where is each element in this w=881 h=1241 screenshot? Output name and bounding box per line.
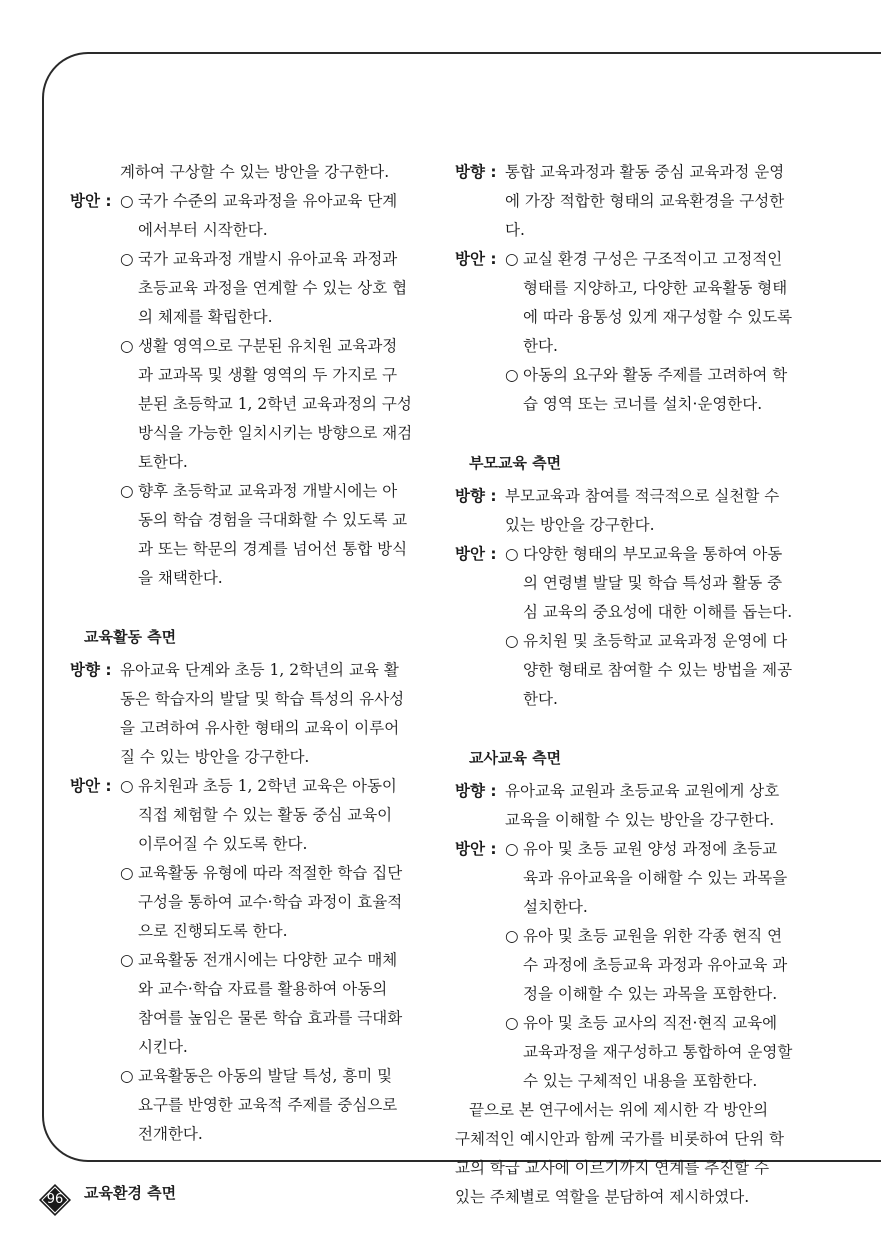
text-line: 구체적인 예시안과 함께 국가를 비롯하여 단위 학 xyxy=(455,1130,785,1148)
page-number-badge xyxy=(38,1183,72,1217)
text-line: 교육을 이해할 수 있는 방안을 강구한다. xyxy=(505,811,775,829)
text-line: 방식을 가능한 일치시키는 방향으로 재검 xyxy=(138,424,413,442)
bullet-icon: ○ xyxy=(120,777,134,795)
section-heading-teacher: 교사교육 측면 xyxy=(469,749,562,767)
text-line: 아동의 요구와 활동 주제를 고려하여 학 xyxy=(523,366,788,384)
plan-item xyxy=(120,946,440,1062)
text-line: 초등교육 과정을 연계할 수 있는 상호 협 xyxy=(138,279,408,297)
text-line: 국가 교육과정 개발시 유아교육 과정과 xyxy=(138,250,398,268)
bullet-icon: ○ xyxy=(505,840,519,858)
text-line: 직접 체험할 수 있는 활동 중심 교육이 xyxy=(138,806,393,824)
plan-block xyxy=(70,187,440,593)
bullet-icon: ○ xyxy=(120,250,134,268)
text-line: 부모교육과 참여를 적극적으로 실천할 수 xyxy=(505,487,780,505)
plan-label: 방안 : xyxy=(455,545,497,563)
text-line: 있는 방안을 강구한다. xyxy=(505,516,655,534)
bullet-icon: ○ xyxy=(505,250,519,268)
text-line: 에 따라 융통성 있게 재구성할 수 있도록 xyxy=(523,308,793,326)
text-line: 전개한다. xyxy=(138,1125,203,1143)
direction-label: 방향 : xyxy=(70,661,112,679)
plan-item xyxy=(120,332,440,477)
plan-item xyxy=(120,245,440,332)
plan-item xyxy=(120,859,440,946)
text-line: 국가 수준의 교육과정을 유아교육 단계 xyxy=(138,192,398,210)
text-line: 토한다. xyxy=(138,453,188,471)
text-line: 심 교육의 중요성에 대한 이해를 돕는다. xyxy=(523,603,793,621)
plan-item xyxy=(505,922,820,1009)
direction-block xyxy=(455,158,820,245)
text-line: 시킨다. xyxy=(138,1038,188,1056)
bullet-icon: ○ xyxy=(505,1014,519,1032)
bullet-icon: ○ xyxy=(120,864,134,882)
text-line: 정을 이해할 수 있는 과목을 포함한다. xyxy=(523,985,778,1003)
text-line: 교육과정을 재구성하고 통합하여 운영할 xyxy=(523,1043,793,1061)
text-line: 유아교육 교원과 초등교육 교원에게 상호 xyxy=(505,782,780,800)
bullet-icon: ○ xyxy=(120,337,134,355)
text-line: 분된 초등학교 1, 2학년 교육과정의 구성 xyxy=(138,395,412,413)
text-line: 질 수 있는 방안을 강구한다. xyxy=(120,748,310,766)
direction-block xyxy=(455,482,820,540)
text-line: 유아교육 단계와 초등 1, 2학년의 교육 활 xyxy=(120,661,399,679)
text-line: 계하여 구상할 수 있는 방안을 강구한다. xyxy=(120,163,390,181)
text-line: 다양한 형태의 부모교육을 통하여 아동 xyxy=(523,545,783,563)
bullet-icon: ○ xyxy=(505,632,519,650)
text-line: 와 교수·학습 자료를 활용하여 아동의 xyxy=(138,980,388,998)
text-line: 유아 및 초등 교원 양성 과정에 초등교 xyxy=(523,840,778,858)
plan-item xyxy=(505,540,820,627)
plan-item xyxy=(120,1062,440,1149)
plan-block xyxy=(455,245,820,419)
direction-label: 방향 : xyxy=(455,487,497,505)
plan-item xyxy=(505,835,820,922)
text-line: 동의 학습 경험을 극대화할 수 있도록 교 xyxy=(138,511,408,529)
bullet-icon: ○ xyxy=(120,192,134,210)
text-line: 육과 유아교육을 이해할 수 있는 과목을 xyxy=(523,869,788,887)
text-line: 에서부터 시작한다. xyxy=(138,221,268,239)
text-line: 다. xyxy=(505,221,525,239)
text-line: 을 고려하여 유사한 형태의 교육이 이루어 xyxy=(120,719,400,737)
text-line: 을 채택한다. xyxy=(138,569,223,587)
text-line: 에 가장 적합한 형태의 교육환경을 구성한 xyxy=(505,192,785,210)
text-line: 한다. xyxy=(523,337,558,355)
text-line: 으로 진행되도록 한다. xyxy=(138,922,288,940)
direction-label: 방향 : xyxy=(455,782,497,800)
plan-label: 방안 : xyxy=(70,777,112,795)
text-line: 유치원 및 초등학교 교육과정 운영에 다 xyxy=(523,632,788,650)
bullet-icon: ○ xyxy=(505,366,519,384)
text-line: 의 연령별 발달 및 학습 특성과 활동 중 xyxy=(523,574,783,592)
text-line: 향후 초등학교 교육과정 개발시에는 아 xyxy=(138,482,398,500)
text-line: 구성을 통하여 교수·학습 과정이 효율적 xyxy=(138,893,403,911)
section-heading-parent: 부모교육 측면 xyxy=(469,454,562,472)
direction-block xyxy=(455,777,820,835)
text-line: 양한 형태로 참여할 수 있는 방법을 제공 xyxy=(523,661,793,679)
text-line: 유아 및 초등 교사의 직전·현직 교육에 xyxy=(523,1014,778,1032)
continued-text xyxy=(120,158,440,187)
text-line: 교육활동은 아동의 발달 특성, 흥미 및 xyxy=(138,1067,393,1085)
right-column xyxy=(455,158,820,1212)
bullet-icon: ○ xyxy=(120,951,134,969)
plan-block xyxy=(455,835,820,1096)
text-line: 습 영역 또는 코너를 설치·운영한다. xyxy=(523,395,763,413)
section-heading-environment: 교육환경 측면 xyxy=(84,1184,177,1202)
text-line: 한다. xyxy=(523,690,558,708)
text-line: 교실 환경 구성은 구조적이고 고정적인 xyxy=(523,250,783,268)
plan-label: 방안 : xyxy=(455,840,497,858)
plan-block xyxy=(455,540,820,714)
bullet-icon: ○ xyxy=(120,482,134,500)
bullet-icon: ○ xyxy=(505,545,519,563)
bullet-icon: ○ xyxy=(120,1067,134,1085)
text-line: 동은 학습자의 발달 및 학습 특성의 유사성 xyxy=(120,690,405,708)
plan-label: 방안 : xyxy=(70,192,112,210)
text-line: 교육활동 유형에 따라 적절한 학습 집단 xyxy=(138,864,403,882)
direction-block xyxy=(70,656,440,772)
plan-block xyxy=(70,772,440,1149)
closing-paragraph xyxy=(455,1096,820,1212)
text-line: 의 체제를 확립한다. xyxy=(138,308,273,326)
text-line: 설치한다. xyxy=(523,898,588,916)
text-line: 생활 영역으로 구분된 유치원 교육과정 xyxy=(138,337,398,355)
text-line: 형태를 지양하고, 다양한 교육활동 형태 xyxy=(523,279,788,297)
text-line: 있는 주체별로 역할을 분담하여 제시하였다. xyxy=(455,1188,750,1206)
text-line: 유치원과 초등 1, 2학년 교육은 아동이 xyxy=(138,777,397,795)
page-number: 96 xyxy=(46,1192,64,1207)
text-line: 교의 학급 교사에 이르기까지 연계를 추진할 수 xyxy=(455,1159,770,1177)
bullet-icon: ○ xyxy=(505,927,519,945)
plan-item xyxy=(120,772,440,859)
text-line: 과 또는 학문의 경계를 넘어선 통합 방식 xyxy=(138,540,408,558)
plan-item xyxy=(120,477,440,593)
left-column xyxy=(70,158,440,1212)
plan-item xyxy=(505,1009,820,1096)
text-line: 수 있는 구체적인 내용을 포함한다. xyxy=(523,1072,758,1090)
text-line: 과 교과목 및 생활 영역의 두 가지로 구 xyxy=(138,366,398,384)
direction-label: 방향 : xyxy=(455,163,497,181)
text-line: 끝으로 본 연구에서는 위에 제시한 각 방안의 xyxy=(469,1101,769,1119)
text-line: 이루어질 수 있도록 한다. xyxy=(138,835,308,853)
plan-item xyxy=(120,187,440,245)
text-line: 수 과정에 초등교육 과정과 유아교육 과 xyxy=(523,956,788,974)
plan-label: 방안 : xyxy=(455,250,497,268)
section-heading-activity: 교육활동 측면 xyxy=(84,628,177,646)
text-line: 요구를 반영한 교육적 주제를 중심으로 xyxy=(138,1096,398,1114)
plan-item xyxy=(505,361,820,419)
plan-item xyxy=(505,627,820,714)
text-line: 교육활동 전개시에는 다양한 교수 매체 xyxy=(138,951,398,969)
text-line: 참여를 높임은 물론 학습 효과를 극대화 xyxy=(138,1009,403,1027)
text-line: 통합 교육과정과 활동 중심 교육과정 운영 xyxy=(505,163,785,181)
plan-item xyxy=(505,245,820,361)
text-line: 유아 및 초등 교원을 위한 각종 현직 연 xyxy=(523,927,783,945)
